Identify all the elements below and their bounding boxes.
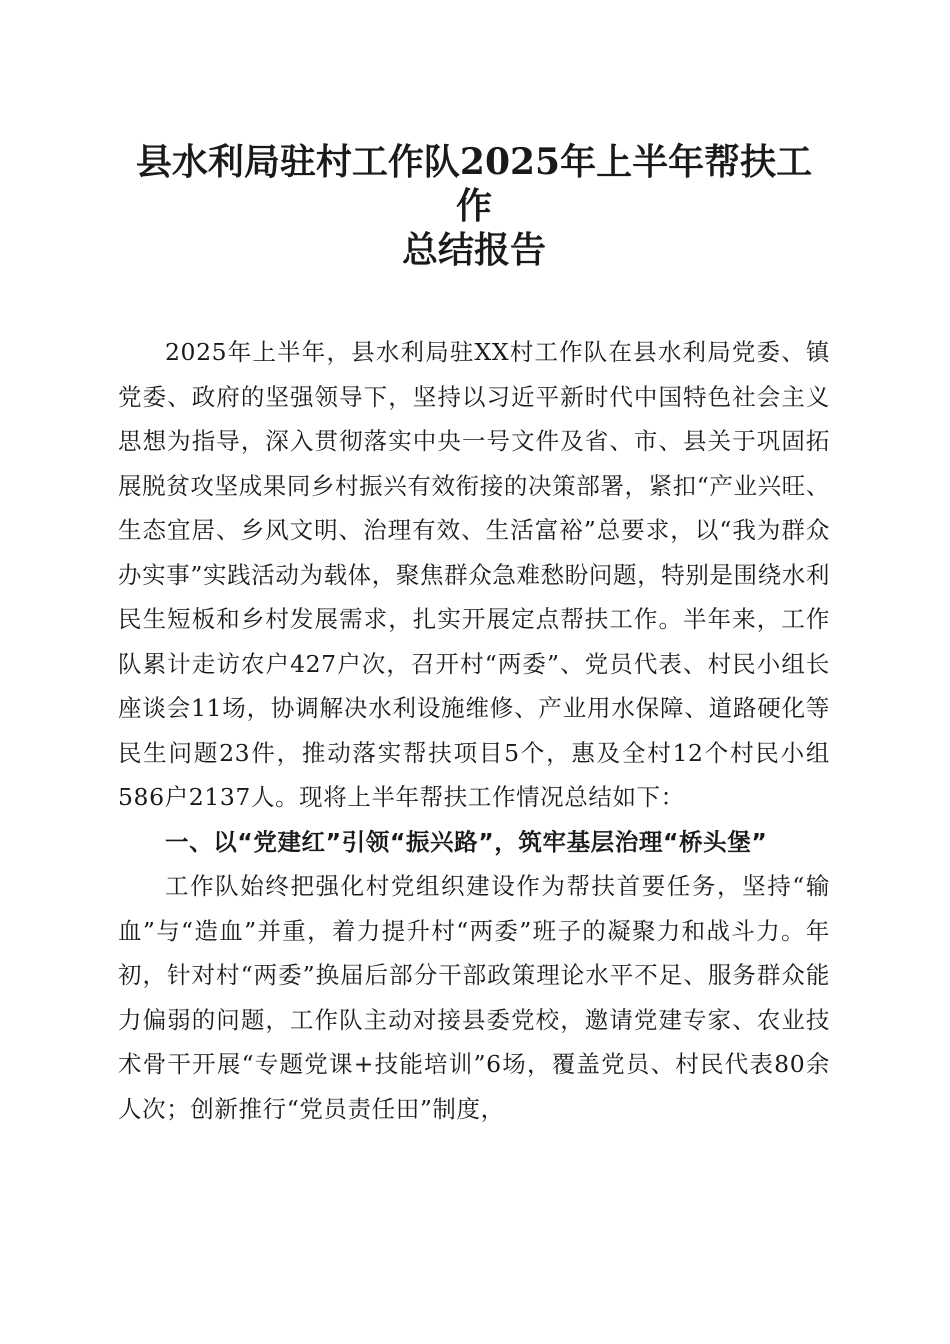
title-line-1: 县水利局驻村工作队2025年上半年帮扶工作 — [135, 141, 813, 227]
title-line-2: 总结报告 — [401, 229, 546, 271]
intro-paragraph: 2025年上半年，县水利局驻XX村工作队在县水利局党委、镇党委、政府的坚强领导下，坚持以习近平新时代中国特色社会主义思想为指导，深入贯彻落实中央一号文件及省、市、县关于巩固拓展脱贫攻坚成果同乡村振兴有效衔接的决策部署，紧扣“产业兴旺、生态宜居、乡风文明、治理有效、生活富裕”总要求，以“我为群众办实事”实践活动为载体，聚焦群众急难愁盼问题，特别是围绕水利民生短板和乡村发展需求，扎实开展定点帮扶工作。半年来，工作队累计走访农户427户次，召开村“两委”、党员代表、村民小组长座谈会11场，协调解决水利设施维修、产业用水保障、道路硬化等民生问题23件，推动落实帮扶项目5个，惠及全村12个村民小组586户2137人。现将上半年帮扶工作情况总结如下： — [118, 338, 830, 811]
section-1-paragraph: 工作队始终把强化村党组织建设作为帮扶首要任务，坚持“输血”与“造血”并重，着力提升村“两委”班子的凝聚力和战斗力。年初，针对村“两委”换届后部分干部政策理论水平不足、服务群众能力偏弱的问题，工作队主动对接县委党校，邀请党建专家、农业技术骨干开展“专题党课+技能培训”6场，覆盖党员、村民代表80余人次；创新推行“党员责任田”制度， — [118, 872, 830, 1123]
document-title — [118, 140, 830, 272]
section-1-heading: 一、以“党建红”引领“振兴路”，筑牢基层治理“桥头堡” — [165, 827, 768, 856]
document-body — [118, 330, 830, 1131]
document-page — [118, 128, 830, 1131]
